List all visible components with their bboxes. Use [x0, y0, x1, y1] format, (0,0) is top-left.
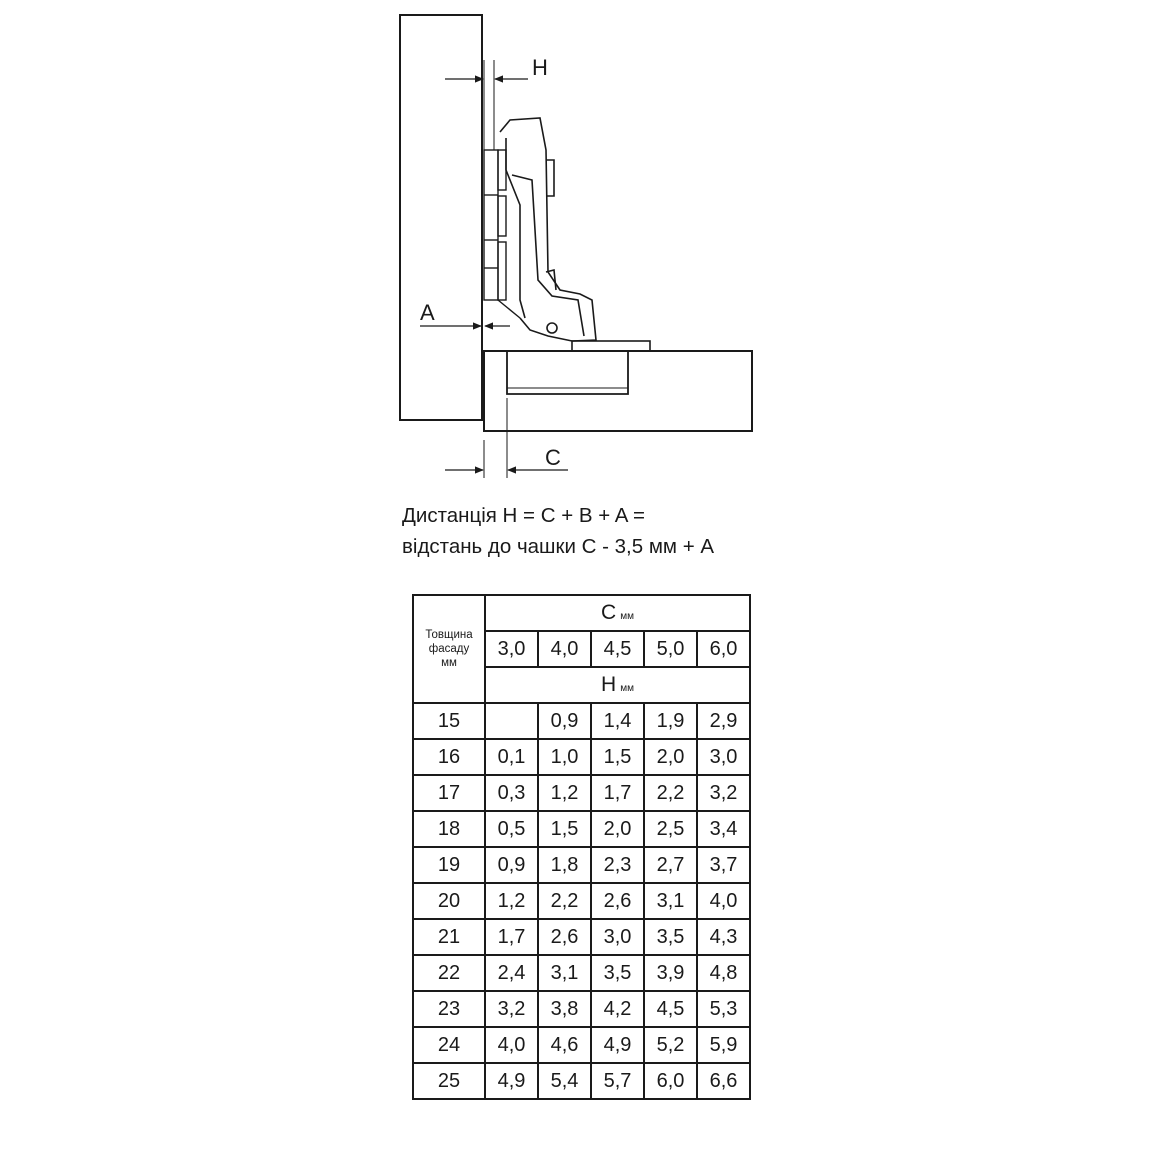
- h-value-cell: 3,0: [591, 919, 644, 955]
- thickness-cell: 21: [413, 919, 485, 955]
- h-value-cell: 3,9: [644, 955, 697, 991]
- thickness-cell: 22: [413, 955, 485, 991]
- thickness-cell: 20: [413, 883, 485, 919]
- c-value-cell: 3,0: [485, 631, 538, 667]
- table-row: [413, 847, 750, 883]
- h-value-cell: 1,5: [591, 739, 644, 775]
- h-value-cell: 2,6: [538, 919, 591, 955]
- h-value-cell: 1,7: [591, 775, 644, 811]
- h-value-cell: 5,4: [538, 1063, 591, 1099]
- h-value-cell: 4,0: [485, 1027, 538, 1063]
- h-value-cell: 1,5: [538, 811, 591, 847]
- h-value-cell: 1,4: [591, 703, 644, 739]
- h-value-cell: 4,3: [697, 919, 750, 955]
- thickness-header-line-3: мм: [441, 657, 457, 669]
- h-value-cell: 0,9: [538, 703, 591, 739]
- thickness-header: [413, 595, 485, 703]
- h-value-cell: 2,2: [538, 883, 591, 919]
- thickness-cell: 18: [413, 811, 485, 847]
- thickness-cell: 23: [413, 991, 485, 1027]
- h-value-cell: 4,8: [697, 955, 750, 991]
- h-value-cell: 4,9: [591, 1027, 644, 1063]
- h-value-cell: 4,9: [485, 1063, 538, 1099]
- h-value-cell: 4,2: [591, 991, 644, 1027]
- c-group-label: С: [601, 601, 617, 624]
- h-value-cell: 5,9: [697, 1027, 750, 1063]
- h-value-cell: 4,6: [538, 1027, 591, 1063]
- h-value-cell: 2,2: [644, 775, 697, 811]
- h-value-cell: 4,5: [644, 991, 697, 1027]
- h-value-cell: 2,0: [591, 811, 644, 847]
- h-value-cell: 1,8: [538, 847, 591, 883]
- h-value-cell: 1,0: [538, 739, 591, 775]
- c-value-cell: 4,5: [591, 631, 644, 667]
- formula-line-1: Дистанція H = C + B + A =: [402, 504, 646, 527]
- h-value-cell: 6,0: [644, 1063, 697, 1099]
- header-row-c: [413, 595, 750, 631]
- formula-text: [402, 500, 714, 562]
- table-row: [413, 919, 750, 955]
- h-value-cell: 0,5: [485, 811, 538, 847]
- h-value-cell: 4,0: [697, 883, 750, 919]
- h-value-cell: 1,9: [644, 703, 697, 739]
- table-row: [413, 775, 750, 811]
- h-value-cell: 1,2: [538, 775, 591, 811]
- h-value-cell: 3,8: [538, 991, 591, 1027]
- thickness-header-line-1: Товщина: [425, 629, 473, 641]
- door-panel: [400, 15, 482, 420]
- c-value-cell: 5,0: [644, 631, 697, 667]
- h-value-cell: 2,7: [644, 847, 697, 883]
- h-value-cell: 3,1: [644, 883, 697, 919]
- dimension-h-label: H: [532, 55, 548, 80]
- thickness-cell: 24: [413, 1027, 485, 1063]
- c-value-cell: 6,0: [697, 631, 750, 667]
- h-value-cell: 3,5: [591, 955, 644, 991]
- h-value-cell: 3,0: [697, 739, 750, 775]
- h-value-cell: 2,0: [644, 739, 697, 775]
- h-value-cell: 0,1: [485, 739, 538, 775]
- h-value-cell: 5,3: [697, 991, 750, 1027]
- h-value-cell: 1,2: [485, 883, 538, 919]
- h-value-cell: 3,5: [644, 919, 697, 955]
- h-value-cell: 1,7: [485, 919, 538, 955]
- thickness-cell: 15: [413, 703, 485, 739]
- formula-line-2: відстань до чашки С - 3,5 мм + А: [402, 535, 715, 558]
- side-panel: [484, 351, 752, 431]
- thickness-cell: 25: [413, 1063, 485, 1099]
- h-value-cell: 2,9: [697, 703, 750, 739]
- dimension-c-label: C: [545, 445, 561, 470]
- table-row: [413, 1027, 750, 1063]
- h-value-cell: 5,7: [591, 1063, 644, 1099]
- table-body: [413, 595, 750, 1099]
- thickness-cell: 19: [413, 847, 485, 883]
- table-row: [413, 955, 750, 991]
- c-group-unit: мм: [620, 611, 634, 622]
- mounting-plate: [572, 341, 650, 351]
- h-value-cell: 0,9: [485, 847, 538, 883]
- h-group-label: Н: [601, 673, 617, 696]
- table-row: [413, 739, 750, 775]
- table-row: [413, 1063, 750, 1099]
- table-row: [413, 883, 750, 919]
- table-row: [413, 703, 750, 739]
- h-value-cell: 2,5: [644, 811, 697, 847]
- distance-table: [412, 594, 751, 1100]
- h-value-cell: 3,2: [485, 991, 538, 1027]
- hinge-arm: [500, 118, 596, 341]
- c-value-cell: 4,0: [538, 631, 591, 667]
- dimension-a-label: A: [420, 300, 435, 325]
- h-value-cell: 0,3: [485, 775, 538, 811]
- table-row: [413, 811, 750, 847]
- thickness-cell: 17: [413, 775, 485, 811]
- h-value-cell: 2,3: [591, 847, 644, 883]
- h-group-header: [485, 667, 750, 703]
- h-value-cell: 3,4: [697, 811, 750, 847]
- h-value-cell: 6,6: [697, 1063, 750, 1099]
- h-value-cell: 3,7: [697, 847, 750, 883]
- h-value-cell: 2,4: [485, 955, 538, 991]
- h-value-cell: 5,2: [644, 1027, 697, 1063]
- h-value-cell: 3,1: [538, 955, 591, 991]
- c-group-header: [485, 595, 750, 631]
- h-value-cell: 3,2: [697, 775, 750, 811]
- table-row: [413, 991, 750, 1027]
- h-value-cell: 2,6: [591, 883, 644, 919]
- thickness-header-line-2: фасаду: [428, 643, 470, 655]
- thickness-cell: 16: [413, 739, 485, 775]
- h-value-cell: [485, 703, 538, 739]
- hinge-diagram: [0, 0, 1156, 490]
- h-group-unit: мм: [620, 683, 634, 694]
